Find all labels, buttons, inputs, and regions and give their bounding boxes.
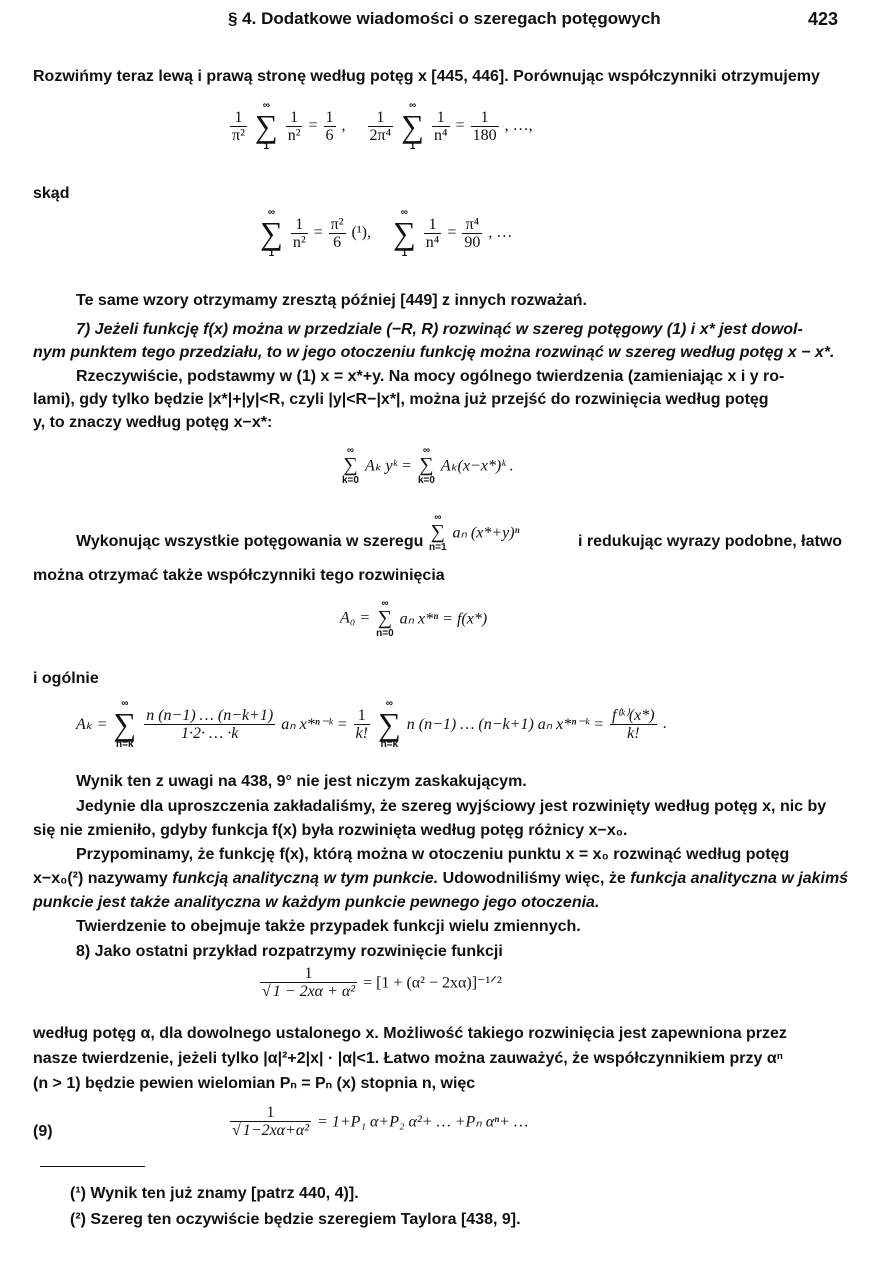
equation-zeta-values: ∞ ∑ 1 $\frac{1}{\text{n²}}$ = $\frac{\text{π²}}{6}$ (¹), ∞ ∑ 1 $\frac{1}{\text{n⁴}}$ = $\frac{\text{π⁴}}{90}$ , … [260,207,513,259]
text-line: Wykonując wszystkie potęgowania w szeregu [76,533,424,550]
text-line: Wynik ten z uwagi na 438, 9° nie jest niczym zaskakującym. [76,773,527,790]
text-line: (n > 1) będzie pewien wielomian Pₙ = Pₙ (x) stopnia n, więc [33,1075,476,1092]
text-line: Rzeczywiście, podstawmy w (1) x = x*+y. Na mocy ogólnego twierdzenia (zamieniając x i y ro- [76,368,785,385]
text-line: można otrzymać także współczynniki tego rozwinięcia [33,567,445,584]
text-line: Te same wzory otrzymamy zresztą później [449] z innych rozważań. [76,292,587,309]
footnote-divider [40,1166,145,1167]
footnote: (²) Szereg ten oczywiście będzie szeregiem Taylora [438, 9]. [70,1211,521,1228]
sum-sign: ∞ ∑ 1 [254,100,278,152]
equation-generating-function: $\frac{1}{\text{√ 1 − 2xα + α²}}$ = [1 + (α² − 2xα)]⁻¹ᐟ² [262,965,502,1000]
page-number: 423 [808,9,839,29]
text-line: Jedynie dla uproszczenia zakładaliśmy, że szereg wyjściowy jest rozwinięty według potęg x, nic by [76,798,827,815]
footnote: (¹) Wynik ten już znamy [patrz 440, 4)]. [70,1185,359,1202]
equation-9: $\frac{1}{\text{√ 1−2xα+α²}}$ = 1+P₁ α+P₂ α²+ … +Pₙ αⁿ+ … [232,1104,529,1139]
equation-inline-series: ∞ ∑ n=1 aₙ (x*+y)ⁿ [429,512,520,553]
equation-label: (9) [33,1123,53,1140]
text-line: i redukując wyrazy podobne, łatwo [578,533,843,550]
fraction: $\frac{1}{\text{π²}}$ [232,108,245,144]
text-line: nasze twierdzenie, jeżeli tylko |α|²+2|x| · |α|<1. Łatwo można zauważyć, że współczynnikiem przy αⁿ [33,1050,784,1067]
text-line: i ogólnie [33,670,99,687]
equation-coefficients: $\frac{1}{\text{π²}}$ ∞ ∑ 1 $\frac{1}{\text{n²}}$ = $\frac{1}{6}$ , $\frac{1}{\text{2π⁴}}$ ∞ ∑ 1 $\frac{1}{\text{n⁴}}$ = $\frac{1}{180}$ , …, [232,100,533,152]
text-line: się nie zmieniło, gdyby funkcja f(x) była rozwinięta według potęg różnicy x−x₀. [33,822,628,839]
fraction: $\frac{1}{6}$ [325,108,334,144]
text-line: y, to znaczy według potęg x−x*: [33,414,273,431]
fraction: $\frac{1}{\text{n⁴}}$ [433,108,448,144]
text-line: według potęg α, dla dowolnego ustalonego x. Możliwość takiego rozwinięcia jest zapewniona przez [33,1025,787,1042]
equation-shift: ∞ ∑ k=0 Aₖ yᵏ = ∞ ∑ k=0 Aₖ(x−x*)ᵏ . [342,445,514,486]
equation-a0: A₀ = ∞ ∑ n=0 aₙ x*ⁿ = f(x*) [340,598,488,639]
fraction: $\frac{1}{\text{n²}}$ [287,108,301,144]
sum-sign: ∞ ∑ 1 [392,207,416,259]
running-header: § 4. Dodatkowe wiadomości o szeregach potęgowych [228,9,661,28]
text-line: x−x₀(²) nazywamy funkcją analityczną w tym punkcie. Udowodniliśmy więc, że funkcja analityczna w jakimś [33,870,849,887]
fraction: $\frac{1}{\text{2π⁴}}$ [369,108,392,144]
text-line: 8) Jako ostatni przykład rozpatrzymy rozwinięcie funkcji [76,943,503,960]
sum-sign: ∞ ∑ 1 [260,207,283,259]
fraction: $\frac{1}{180}$ [472,108,497,144]
theorem-line: nym punktem tego przedziału, to w jego otoczeniu funkcję można rozwinąć w szereg według potęg x − x*. [33,344,835,361]
text-line: Przypominamy, że funkcję f(x), którą można w otoczeniu punktu x = x₀ rozwinąć według potęg [76,846,790,863]
theorem-line: 7) Jeżeli funkcję f(x) można w przedziale (−R, R) rozwinąć w szereg potęgowy (1) i x* jest dowol- [76,321,803,338]
text-line: punkcie jest także analityczna w każdym punkcie pewnego jego otoczenia. [33,894,600,911]
text-line: lami), gdy tylko będzie |x*|+|y|<R, czyli |y|<R−|x*|, można już przejść do rozwinięcia według potęg [33,391,769,408]
text-line: Rozwińmy teraz lewą i prawą stronę według potęg x [445, 446]. Porównując współczynniki otrzymujemy [33,68,820,85]
equation-ak: Aₖ = ∞ ∑ n=k $\frac{n (n-1) \dots (n-k+1)}{1\cdot 2\cdot \dots \cdot k}$ aₙ x*ⁿ⁻ᵏ = $\frac{1}{k!}$ ∞ ∑ n=k n (n−1) … (n−k+1) aₙ x*ⁿ⁻ᵏ = $\frac{\text{f⁽ᵏ⁾(x*)}}{k!}$ . [76,698,667,750]
text-line: skąd [33,185,70,202]
text-line: Twierdzenie to obejmuje także przypadek funkcji wielu zmiennych. [76,918,581,935]
sum-sign: ∞ ∑ 1 [401,100,424,152]
